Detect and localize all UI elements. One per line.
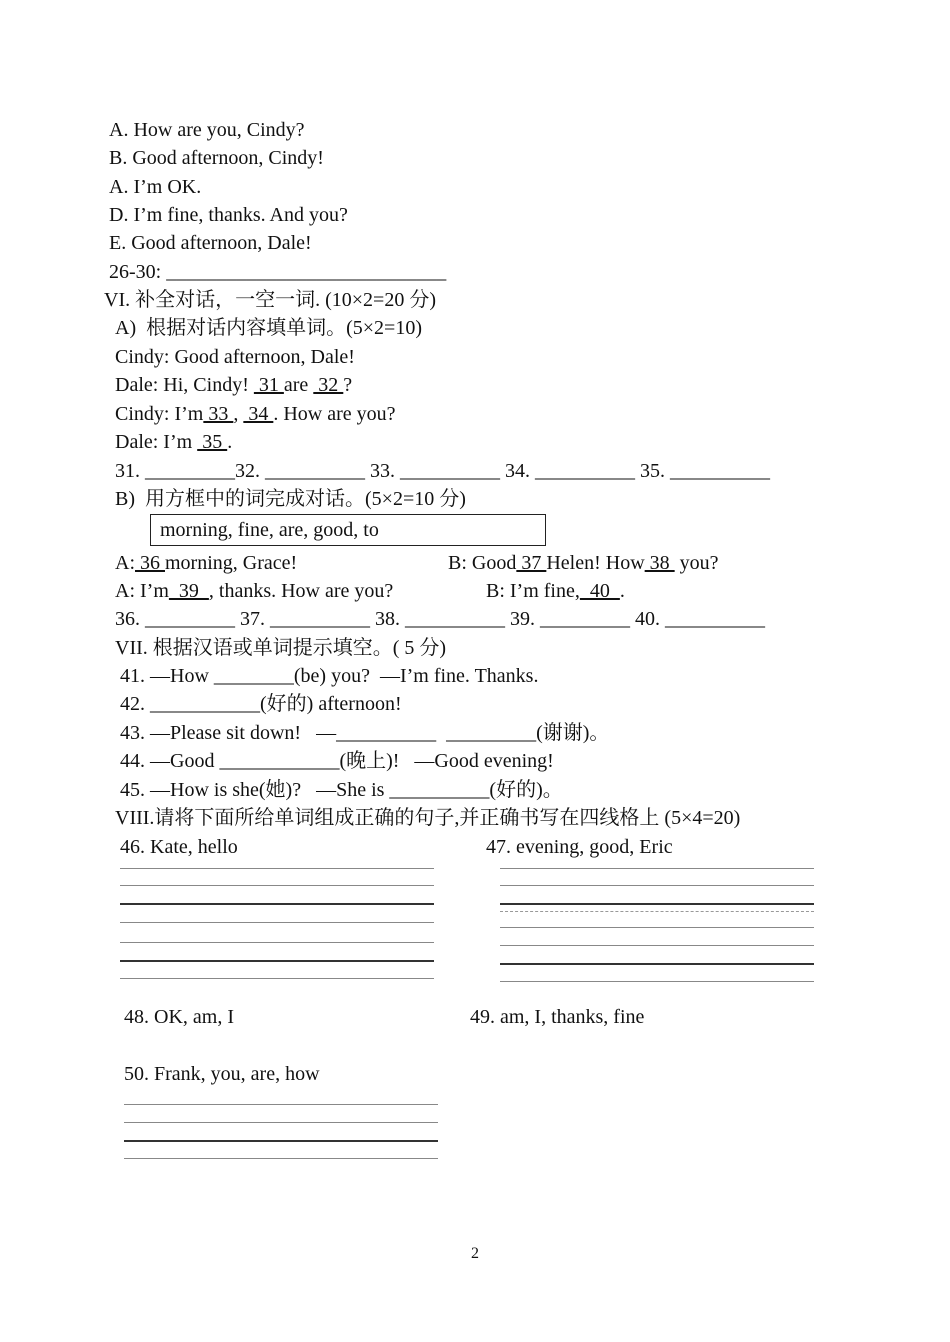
- blank-37: 37: [516, 552, 547, 574]
- word-box: [150, 514, 546, 546]
- dialogue-line-3: [115, 402, 396, 426]
- page-number: 2: [471, 1245, 479, 1262]
- dialogue-text: A: I’m: [115, 580, 169, 602]
- section6-title: VI. 补全对话，一空一词. (10×2=20 分): [104, 289, 436, 311]
- question-41: 41. —How ________(be) you? —I’m fine. Thanks.: [120, 665, 539, 687]
- word-box-text: morning, fine, are, good, to: [160, 519, 379, 541]
- blank-35: 35: [197, 431, 228, 453]
- dialogue-text: morning, Grace!: [165, 552, 298, 574]
- question-47: 47. evening, good, Eric: [486, 836, 673, 858]
- answers-31-35: 31. _________32. __________ 33. __________ 34. __________ 35. __________: [115, 460, 770, 482]
- dialogue-text: Dale: Hi, Cindy!: [115, 374, 254, 396]
- dialogue-text: ?: [343, 374, 353, 396]
- question-48: 48. OK, am, I: [124, 1006, 234, 1028]
- dialogue-text: . How are you?: [273, 403, 396, 425]
- question-43: 43. —Please sit down! —__________ _________(谢谢)。: [120, 722, 610, 744]
- option-a1: A. How are you, Cindy?: [109, 119, 305, 141]
- answers-36-40: 36. _________ 37. __________ 38. __________ 39. _________ 40. __________: [115, 608, 765, 630]
- dialogue-b-a1: [115, 551, 297, 575]
- question-44: 44. —Good ____________(晚上)! —Good evening!: [120, 750, 554, 772]
- dialogue-text: .: [619, 580, 625, 602]
- option-d: D. I’m fine, thanks. And you?: [109, 204, 348, 226]
- question-50: 50. Frank, you, are, how: [124, 1063, 320, 1085]
- blank-39: 39: [168, 580, 209, 602]
- blank-31: 31: [253, 374, 284, 396]
- dialogue-b-a2: [115, 579, 393, 603]
- dialogue-line-4: [115, 430, 232, 454]
- question-45: 45. —How is she(她)? —She is __________(好的)。: [120, 779, 563, 801]
- option-e: E. Good afternoon, Dale!: [109, 232, 312, 254]
- section6-partA-title: A) 根据对话内容填单词。(5×2=10): [115, 317, 422, 339]
- blank-34: 34: [243, 403, 274, 425]
- dialogue-text: ,: [233, 403, 244, 425]
- dialogue-text: Dale: I’m: [115, 431, 198, 453]
- dialogue-text: , thanks. How are you?: [208, 580, 394, 602]
- blank-40: 40: [579, 580, 620, 602]
- option-a2: A. I’m OK.: [109, 176, 202, 198]
- dialogue-line-2: [115, 373, 352, 397]
- dialogue-b-b1: [448, 551, 719, 575]
- writing-lines-46[interactable]: [120, 866, 434, 986]
- dialogue-text: B: Good: [448, 552, 517, 574]
- writing-lines-47[interactable]: [500, 866, 814, 986]
- dialogue-line-1: Cindy: Good afternoon, Dale!: [115, 346, 355, 368]
- option-b: B. Good afternoon, Cindy!: [109, 147, 324, 169]
- section7-title: VII. 根据汉语或单词提示填空。( 5 分): [115, 637, 447, 659]
- section8-title: VIII.请将下面所给单词组成正确的句子,并正确书写在四线格上 (5×4=20): [115, 807, 741, 829]
- writing-lines-50[interactable]: [124, 1102, 438, 1162]
- dialogue-text: Cindy: I’m: [115, 403, 204, 425]
- section6-partB-title: B) 用方框中的词完成对话。(5×2=10 分): [115, 488, 466, 510]
- blank-36: 36: [135, 552, 165, 574]
- question-42: 42. ___________(好的) afternoon!: [120, 693, 402, 715]
- dialogue-b-b2: [486, 579, 625, 603]
- dialogue-text: B: I’m fine,: [486, 580, 580, 602]
- dialogue-text: .: [227, 431, 233, 453]
- blank-33: 33: [203, 403, 234, 425]
- answer-26-30: 26-30: ____________________________: [109, 261, 447, 283]
- question-49: 49. am, I, thanks, fine: [470, 1006, 645, 1028]
- blank-38: 38: [644, 552, 675, 574]
- dialogue-text: you?: [674, 552, 719, 574]
- question-46: 46. Kate, hello: [120, 836, 238, 858]
- dialogue-text: Helen! How: [546, 552, 645, 574]
- blank-32: 32: [313, 374, 344, 396]
- dialogue-text: are: [283, 374, 314, 396]
- dialogue-text: A:: [115, 552, 135, 574]
